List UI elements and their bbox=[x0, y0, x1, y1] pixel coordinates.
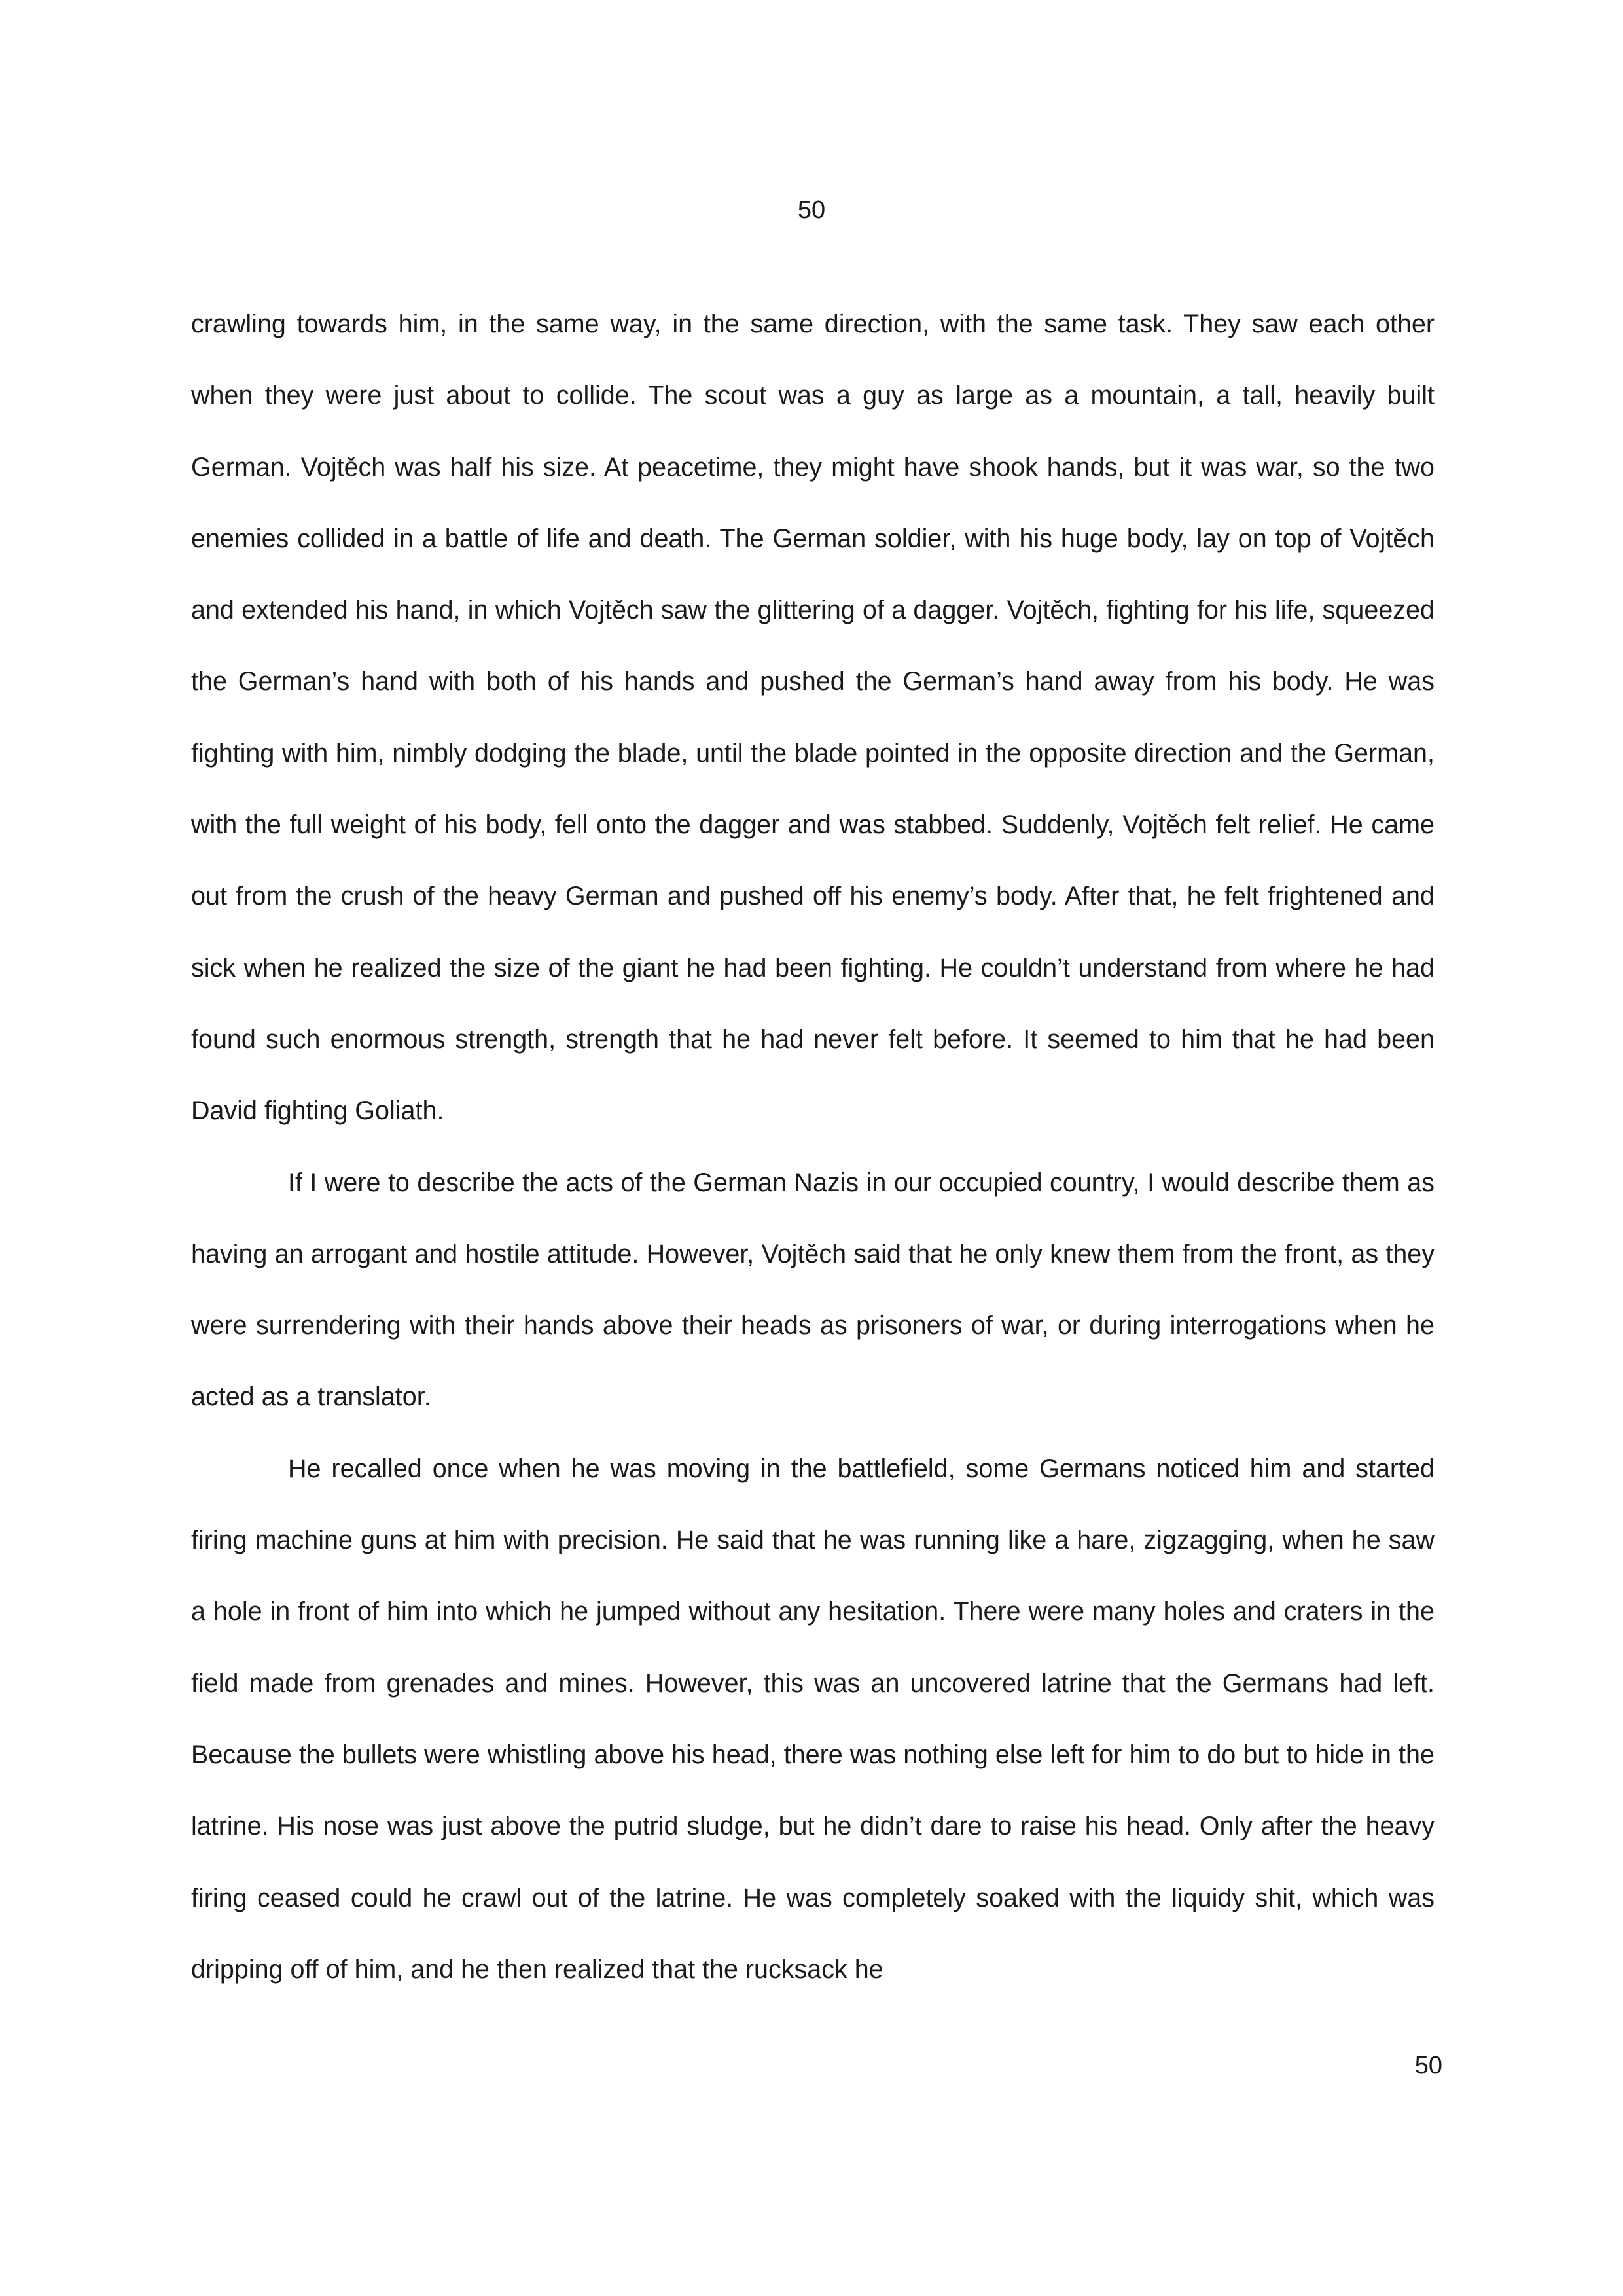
header-page-number: 50 bbox=[797, 196, 826, 224]
body-text bbox=[191, 289, 1435, 2005]
paragraph: crawling towards him, in the same way, in the same direction, with the same task. They saw each other when they were just about to collide. The scout was a guy as large as a mountain, a tall, heavily built German. Vojtěch was half his size. At peacetime, they might have shook hands, but it was war, so the two enemies collided in a battle of life and death. The German soldier, with his huge body, lay on top of Vojtěch and extended his hand, in which Vojtěch saw the glittering of a dagger. Vojtěch, fighting for his life, squeezed the German’s hand with both of his hands and pushed the German’s hand away from his body. He was fighting with him, nimbly dodging the blade, until the blade pointed in the opposite direction and the German, with the full weight of his body, fell onto the dagger and was stabbed. Suddenly, Vojtěch felt relief. He came out from the crush of the heavy German and pushed off his enemy’s body. After that, he felt frightened and sick when he realized the size of the giant he had been fighting. He couldn’t understand from where he had found such enormous strength, strength that he had never felt before. It seemed to him that he had been David fighting Goliath. bbox=[191, 310, 1435, 1126]
footer-page-number: 50 bbox=[1414, 2052, 1442, 2079]
paragraph: If I were to describe the acts of the German Nazis in our occupied country, I would describe them as having an arrogant and hostile attitude. However, Vojtěch said that he only knew them from the front, as they were surrendering with their hands above their heads as prisoners of war, or during interrogations when he acted as a translator. bbox=[191, 1168, 1435, 1412]
paragraph: He recalled once when he was moving in the battlefield, some Germans noticed him and started firing machine guns at him with precision. He said that he was running like a hare, zigzagging, when he saw a hole in front of him into which he jumped without any hesitation. There were many holes and craters in the field made from grenades and mines. However, this was an uncovered latrine that the Germans had left. Because the bullets were whistling above his head, there was nothing else left for him to do but to hide in the latrine. His nose was just above the putrid sludge, but he didn’t dare to raise his head. Only after the heavy firing ceased could he crawl out of the latrine. He was completely soaked with the liquidy shit, which was dripping off of him, and he then realized that the rucksack he bbox=[191, 1454, 1435, 1984]
